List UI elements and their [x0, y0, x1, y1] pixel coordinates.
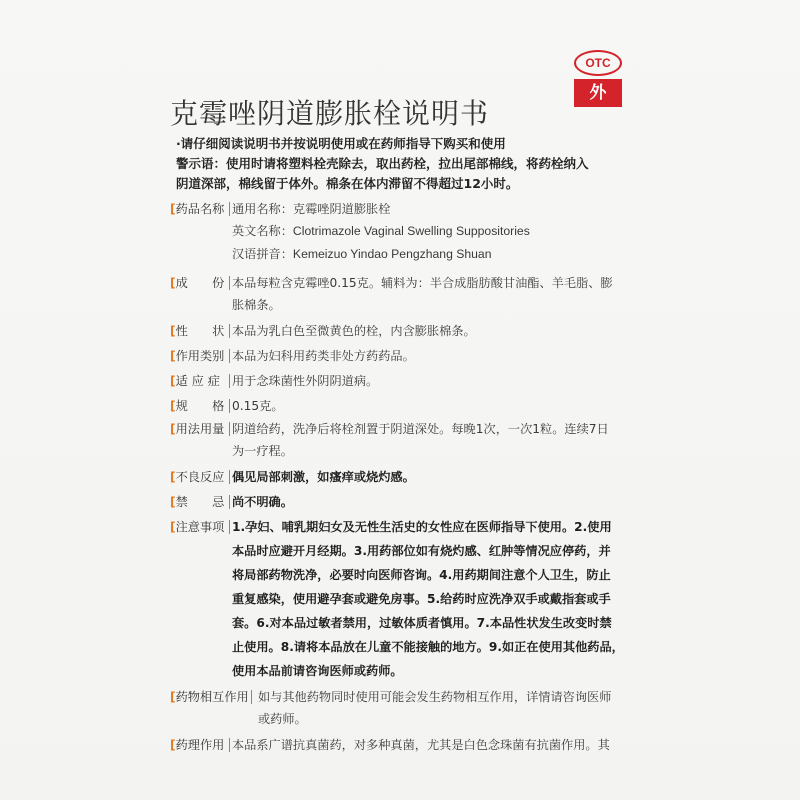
dosage-line: 为一疗程。	[232, 444, 293, 458]
spec-text: 0.15克。	[232, 399, 284, 413]
section-label: [ 药理作用	[170, 734, 228, 756]
warning-line: 阴道深部，棉线留于体外。棉条在体内滞留不得超过12小时。	[176, 176, 519, 191]
precautions-line: 将局部药物洗净，必要时向医师咨询。4.用药期间注意个人卫生，防止	[232, 568, 611, 582]
properties-text: 本品为乳白色至微黄色的栓，内含膨胀棉条。	[232, 324, 476, 338]
section-label: [ 药品名称	[170, 198, 228, 220]
precautions-line: 使用本品前请咨询医师或药师。	[232, 664, 403, 678]
section-label: [ 适 应 症	[170, 370, 228, 392]
pinyin-name: 汉语拼音：Kemeizuo Yindao Pengzhang Shuan	[232, 247, 492, 261]
otc-badge	[574, 50, 622, 107]
external-use-mark: 外	[574, 79, 622, 107]
precautions-line: 套。6.对本品过敏者禁用，过敏体质者慎用。7.本品性状发生改变时禁	[232, 616, 612, 630]
section-label: [ 作用类别	[170, 345, 228, 367]
interaction-line: 如与其他药物同时使用可能会发生药物相互作用，详情请咨询医师	[258, 690, 612, 704]
precautions-line: 止使用。8.请将本品放在儿童不能接触的地方。9.如正在使用其他药品，	[232, 640, 624, 654]
section-label: [ 成 份	[170, 272, 228, 294]
notice-line: ·请仔细阅读说明书并按说明使用或在药师指导下购买和使用	[176, 136, 506, 151]
precautions-line: 重复感染，使用避孕套或避免房事。5.给药时应洗净双手或戴指套或手	[232, 592, 611, 606]
precautions-line: 1.孕妇、哺乳期妇女及无性生活史的女性应在医师指导下使用。2.使用	[232, 520, 612, 534]
category-text: 本品为妇科用药类非处方药药品。	[232, 349, 415, 363]
section-label: [ 规 格	[170, 395, 228, 417]
section-label: [ 禁 忌	[170, 491, 228, 513]
section-label: [ 注意事项	[170, 516, 228, 538]
otc-logo: OTC	[574, 50, 622, 76]
section-label: [ 性 状	[170, 320, 228, 342]
precautions-line: 本品时应避开月经期。3.用药部位如有烧灼感、红肿等情况应停药，并	[232, 544, 611, 558]
dosage-line: 阴道给药，洗净后将栓剂置于阴道深处。每晚1次，一次1粒。连续7日	[232, 422, 609, 436]
ingredients-line: 本品每粒含克霉唑0.15克。辅料为：半合成脂肪酸甘油酯、羊毛脂、膨	[232, 276, 613, 290]
generic-name: 通用名称：克霉唑阴道膨胀栓	[232, 202, 391, 216]
pharmacology-text: 本品系广谱抗真菌药，对多种真菌，尤其是白色念珠菌有抗菌作用。其	[232, 738, 610, 752]
warning-line: 警示语：使用时请将塑料栓壳除去，取出药栓，拉出尾部棉线，将药栓纳入	[176, 156, 589, 171]
english-name: 英文名称：Clotrimazole Vaginal Swelling Suppositories	[232, 224, 530, 238]
contra-text: 尚不明确。	[232, 495, 293, 509]
section-label: [ 用法用量	[170, 418, 228, 440]
usage-notice	[176, 134, 626, 194]
ingredients-line: 胀棉条。	[232, 298, 281, 312]
page-title: 克霉唑阴道膨胀栓说明书	[170, 97, 490, 130]
adverse-text: 偶见局部刺激，如瘙痒或烧灼感。	[232, 470, 415, 484]
section-label: [ 不良反应	[170, 466, 228, 488]
interaction-line: 或药师。	[258, 712, 307, 726]
section-label: [ 药物相互作用	[170, 686, 250, 708]
indication-text: 用于念珠菌性外阴阴道病。	[232, 374, 379, 388]
